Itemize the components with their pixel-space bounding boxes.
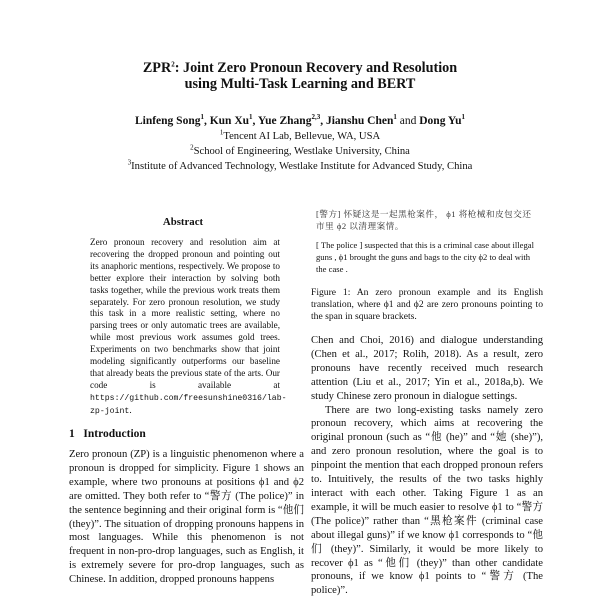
author-sup: 1 — [200, 113, 204, 122]
aff-sup: 1 — [219, 128, 224, 137]
paragraph: There are two long-existing tasks namely zero pronoun recovery, which aims at recovering the original pronoun (such as “他 (he)” and “她 (she)”), and zero pronoun resolution, where the goal is to pinpoint the mention that each dropped pronoun refers to. Intuitively, the results of the two tasks highly interact with each other. Taking Figure 1 as an example, it will be much easier to resolve ϕ1 to “警方 (The police)” rather than “黑枪案件 (criminal case about illegal guns)” if we know ϕ1 corresponds to “他们 (they)”. Similarly, it would be more likely to recover ϕ1 as “他们 (they)” than other candidate pronouns, if we know ϕ1 points to “警方 (The police)”. — [311, 404, 543, 597]
title-text-1: ZPR$^2$: Joint Zero Pronoun Recovery and Resolution — [142, 60, 458, 76]
intro-body — [69, 448, 304, 587]
author-list: Linfeng Song$^1$, Kun Xu$^1$, Yue Zhang$^{2,3}$, Jianshu Chen$^1$ and Dong Yu$^1$ — [134, 113, 466, 127]
author-name: Linfeng Song — [134, 115, 201, 127]
author-name: Yue Zhang — [257, 115, 312, 127]
aff-text: School of Engineering, Westlake University, China — [193, 146, 410, 157]
author-sup: 1 — [249, 113, 253, 122]
author-sup: 1 — [393, 113, 397, 122]
affiliation-3 — [0, 158, 600, 172]
figure-chinese-sentence: [警方] 怀疑这是一起黑枪案件， ϕ1 将枪械和皮包交还市里 ϕ2 以清理案情。 — [316, 209, 532, 231]
abstract-end: . — [129, 404, 132, 415]
author-name: Jianshu Chen — [325, 115, 394, 127]
code-link[interactable]: https://github.com/freesunshine0316/lab-zp-joint — [90, 393, 287, 416]
figure-english-translation: [ The police ] suspected that this is a criminal case about illegal guns , ϕ1 brought the guns and bags to the city ϕ2 to deal with the case . — [316, 240, 534, 274]
abstract-body — [90, 237, 287, 418]
title-sup: 2 — [171, 60, 175, 69]
affiliation-1 — [0, 128, 600, 142]
paragraph: Chen and Choi, 2016) and dialogue understanding (Chen et al., 2017; Rolih, 2018). As a result, zero pronouns have recently received much research attention (Liu et al., 2017; Yin et al., 2018a,b). We study Chinese zero pronoun in dialogue settings. — [311, 335, 543, 402]
author-sup: 2,3 — [311, 113, 321, 122]
abstract-heading: Abstract — [162, 216, 204, 228]
author-sup: 1 — [461, 113, 466, 122]
paper-title — [0, 60, 600, 92]
section-title: Introduction — [83, 428, 146, 440]
title-line-2: using Multi-Task Learning and BERT — [184, 76, 416, 92]
aff-text: Tencent AI Lab, Bellevue, WA, USA — [223, 131, 381, 142]
intro-paragraph: Zero pronoun (ZP) is a linguistic phenomenon where a pronoun is dropped for simplicity. Figure 1 shows an example, where two pronouns at positions ϕ1 and ϕ2 are omitted. They both refer to “警方 (The police)” in the sentence beginning and their original form is “他们 (they)”. The situation of dropping pronouns happens in most languages. While this phenomenon is not frequent in non-pro-drop languages, such as English, it is extremely severe for pro-drop languages, such as Chinese. In addition, dropped pronouns happens — [69, 449, 304, 586]
aff-text: Institute of Advanced Technology, Westlake Institute for Advanced Study, China — [131, 161, 473, 172]
author-name: Dong Yu — [419, 115, 462, 127]
affiliation-2 — [0, 143, 600, 157]
author-name: Kun Xu — [209, 115, 250, 127]
title-line-1 — [0, 60, 600, 76]
abstract-text: Zero pronoun recovery and resolution aim at recovering the dropped pronoun and pointing out its anaphoric mentions, respectively. We propose to better explore their interaction by solving both tasks together, while the previous work treats them separately. For zero pronoun resolution, we study this task in a more realistic setting, where no parsing trees or only automatic trees are available, while most previous work assumes gold trees. Experiments on two benchmarks show that joint modeling significantly outperforms our baseline that already beats the previous state of the arts. Our code is available at — [90, 237, 280, 390]
aff-sup: 3 — [127, 158, 132, 167]
figure-caption: Figure 1: An zero pronoun example and its English translation, where ϕ1 and ϕ2 are zero pronouns pointing to the span in square brackets. — [311, 287, 543, 322]
author-and: and — [399, 115, 417, 127]
section-heading — [69, 428, 146, 440]
right-column-body — [311, 334, 543, 598]
section-number: 1 — [69, 428, 75, 440]
aff-sup: 2 — [190, 143, 194, 152]
